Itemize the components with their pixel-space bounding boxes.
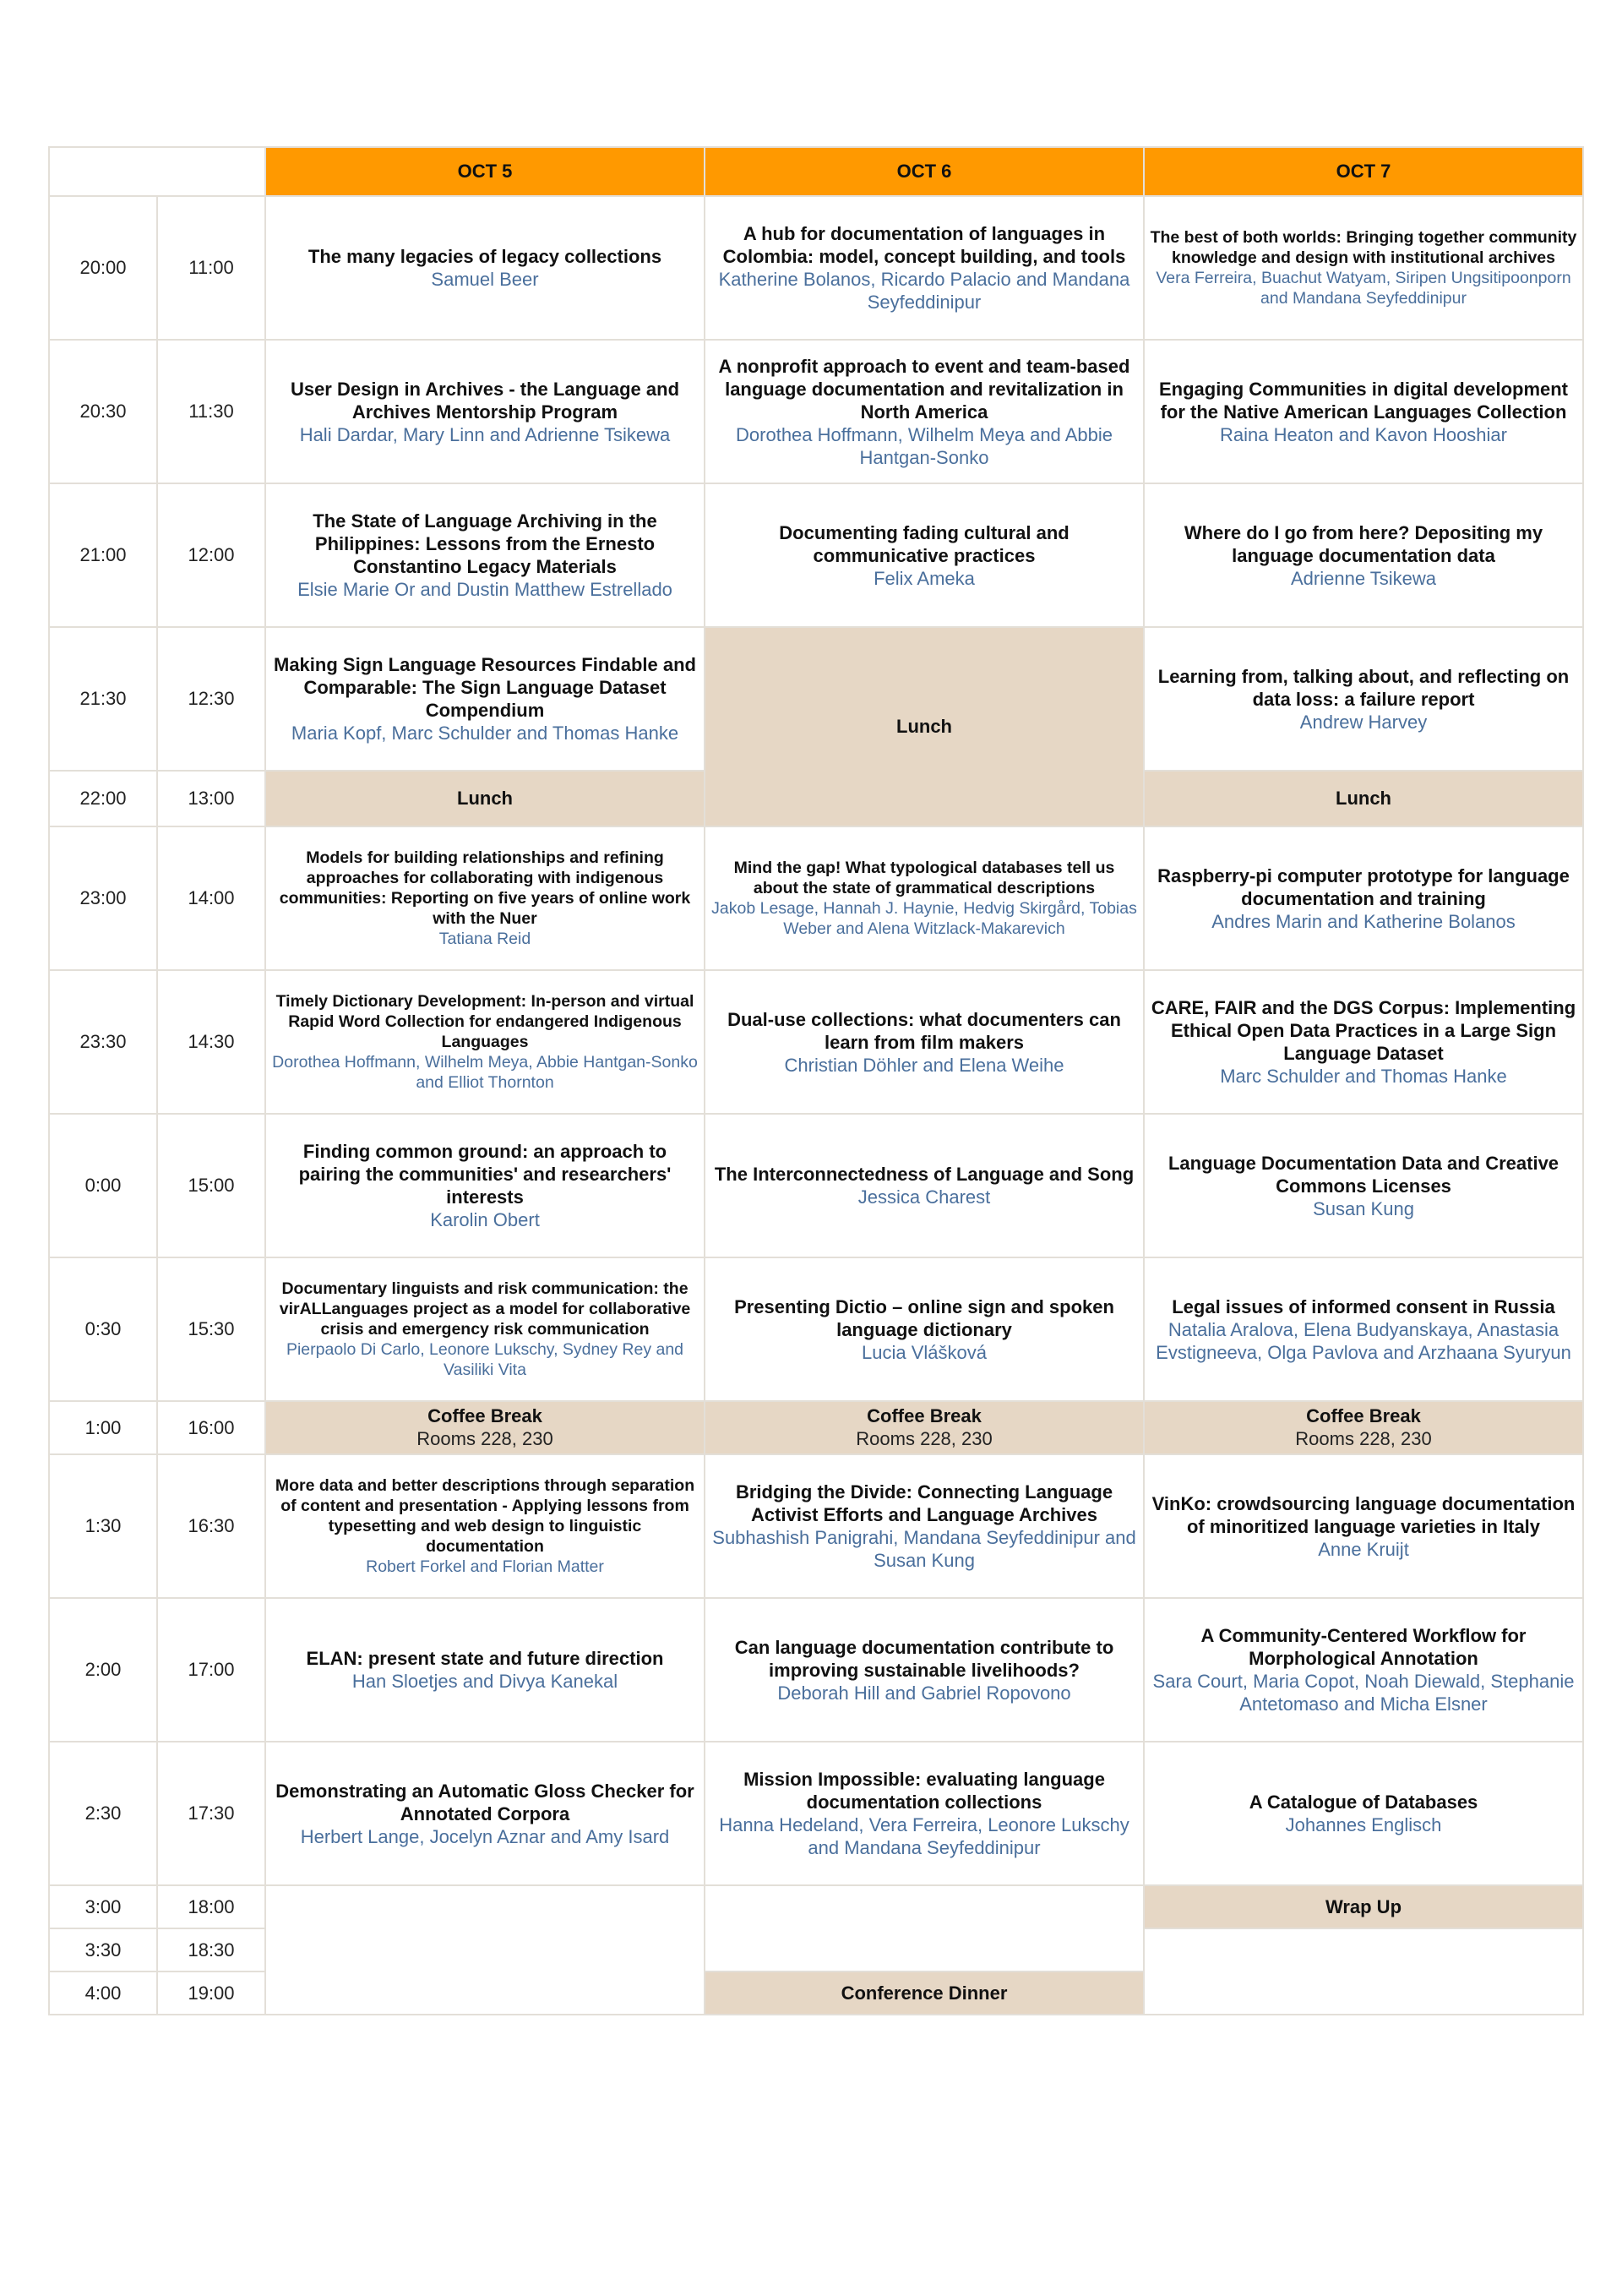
session-title: More data and better descriptions through separation of content and presentation - Applying lessons from typesetting and web design to linguistic documentation	[275, 1476, 695, 1556]
session-title: Documenting fading cultural and communicative practices	[779, 521, 1070, 566]
session-cell	[265, 196, 705, 340]
session-title: Engaging Communities in digital development for the Native American Languages Collection	[1158, 378, 1569, 423]
session-title: The State of Language Archiving in the Philippines: Lessons from the Ernesto Constantino Legacy Materials	[313, 510, 657, 577]
time-cell: 3:30	[49, 1928, 157, 1972]
coffee-break-label: Coffee Break	[867, 1405, 982, 1426]
session-authors: Hali Dardar, Mary Linn and Adrienne Tsikewa	[299, 423, 671, 445]
session-cell	[1144, 1742, 1583, 1885]
empty-cell	[705, 1885, 1144, 1972]
session-title: ELAN: present state and future direction	[306, 1648, 664, 1669]
time-cell: 0:00	[49, 1114, 157, 1257]
session-title: Dual-use collections: what documenters can learn from film makers	[727, 1008, 1121, 1053]
table-row	[49, 826, 1583, 970]
time-cell: 2:00	[49, 1598, 157, 1742]
coffee-break-label: Coffee Break	[1306, 1405, 1421, 1426]
session-title: Timely Dictionary Development: In-person and virtual Rapid Word Collection for endangered Indigenous Languages	[275, 992, 694, 1051]
session-cell	[265, 826, 705, 970]
coffee-break-label: Coffee Break	[427, 1405, 542, 1426]
table-row	[49, 1454, 1583, 1598]
schedule-table	[48, 146, 1584, 2015]
time-cell: 21:00	[49, 483, 157, 627]
session-title: Can language documentation contribute to improving sustainable livelihoods?	[734, 1636, 1114, 1681]
time-cell: 14:30	[157, 970, 265, 1114]
day-header: OCT 5	[265, 147, 705, 196]
empty-cell	[1144, 1928, 1583, 2015]
time-cell: 19:00	[157, 1972, 265, 2015]
session-cell	[1144, 1257, 1583, 1401]
session-cell	[1144, 340, 1583, 483]
session-cell	[1144, 970, 1583, 1114]
session-title: CARE, FAIR and the DGS Corpus: Implementing Ethical Open Data Practices in a Large Sign Language Dataset	[1151, 997, 1576, 1064]
session-authors: Vera Ferreira, Buachut Watyam, Siripen Ungsitipoonporn and Mandana Seyfeddinipur	[1156, 269, 1571, 308]
session-cell	[1144, 826, 1583, 970]
session-cell	[705, 340, 1144, 483]
session-authors: Anne Kruijt	[1318, 1538, 1409, 1560]
session-title: A hub for documentation of languages in Colombia: model, concept building, and tools	[722, 223, 1126, 267]
session-title: Making Sign Language Resources Findable and Comparable: The Sign Language Dataset Compendium	[274, 654, 696, 721]
session-authors: Pierpaolo Di Carlo, Leonore Lukschy, Sydney Rey and Vasiliki Vita	[286, 1340, 684, 1379]
session-authors: Sara Court, Maria Copot, Noah Diewald, Stephanie Antetomaso and Micha Elsner	[1152, 1671, 1575, 1715]
lunch-break-cell: Lunch	[705, 627, 1144, 826]
table-row	[49, 627, 1583, 771]
session-cell	[705, 483, 1144, 627]
session-title: A Community-Centered Workflow for Morphological Annotation	[1200, 1625, 1527, 1669]
session-title: Documentary linguists and risk communication: the virALLanguages project as a model for collaborative crisis and emergency risk communication	[279, 1279, 691, 1339]
session-authors: Elsie Marie Or and Dustin Matthew Estrellado	[297, 579, 672, 600]
session-title: Legal issues of informed consent in Russia	[1172, 1295, 1555, 1317]
session-cell	[705, 196, 1144, 340]
time-cell: 20:30	[49, 340, 157, 483]
table-row	[49, 483, 1583, 627]
table-row	[49, 1401, 1583, 1454]
session-cell	[705, 1598, 1144, 1742]
session-cell	[705, 970, 1144, 1114]
lunch-break-cell: Lunch	[1144, 771, 1583, 826]
day-header: OCT 7	[1144, 147, 1583, 196]
session-title: Learning from, talking about, and reflecting on data loss: a failure report	[1157, 665, 1570, 710]
session-authors: Subhashish Panigrahi, Mandana Seyfeddinipur and Susan Kung	[712, 1527, 1136, 1571]
session-title: User Design in Archives - the Language and Archives Mentorship Program	[290, 378, 680, 423]
table-row	[49, 1114, 1583, 1257]
session-title: The Interconnectedness of Language and Song	[714, 1164, 1135, 1185]
time-cell: 21:30	[49, 627, 157, 771]
table-row	[49, 1598, 1583, 1742]
session-cell	[705, 826, 1144, 970]
session-authors: Han Sloetjes and Divya Kanekal	[351, 1671, 618, 1692]
session-cell	[705, 1742, 1144, 1885]
table-row	[49, 1742, 1583, 1885]
session-cell	[705, 1114, 1144, 1257]
time-cell: 18:30	[157, 1928, 265, 1972]
session-cell	[1144, 1598, 1583, 1742]
conference-dinner-cell: Conference Dinner	[705, 1972, 1144, 2015]
corner-cell	[49, 147, 265, 196]
coffee-break-rooms: Rooms 228, 230	[856, 1428, 993, 1449]
time-cell: 22:00	[49, 771, 157, 826]
session-authors: Andres Marin and Katherine Bolanos	[1211, 910, 1516, 932]
time-cell: 2:30	[49, 1742, 157, 1885]
session-authors: Lucia Vlášková	[862, 1341, 987, 1363]
session-authors: Jessica Charest	[857, 1186, 991, 1208]
coffee-break-rooms: Rooms 228, 230	[416, 1428, 553, 1449]
session-cell	[705, 1454, 1144, 1598]
time-cell: 20:00	[49, 196, 157, 340]
session-authors: Robert Forkel and Florian Matter	[366, 1557, 604, 1576]
session-cell	[265, 340, 705, 483]
session-title: Presenting Dictio – online sign and spoken language dictionary	[734, 1295, 1114, 1340]
session-title: VinKo: crowdsourcing language documentation of minoritized language varieties in Italy	[1151, 1492, 1576, 1537]
time-cell: 4:00	[49, 1972, 157, 2015]
session-cell	[265, 1598, 705, 1742]
time-cell: 18:00	[157, 1885, 265, 1928]
session-authors: Marc Schulder and Thomas Hanke	[1220, 1066, 1507, 1087]
session-authors: Tatiana Reid	[438, 930, 531, 948]
coffee-break-cell	[1144, 1401, 1583, 1454]
session-cell	[1144, 1454, 1583, 1598]
header-row	[49, 147, 1583, 196]
session-title: Finding common ground: an approach to pairing the communities' and researchers' interests	[298, 1141, 672, 1208]
session-authors: Jakob Lesage, Hannah J. Haynie, Hedvig Skirgård, Tobias Weber and Alena Witzlack-Makarevich	[711, 899, 1137, 938]
table-row	[49, 970, 1583, 1114]
session-authors: Hanna Hedeland, Vera Ferreira, Leonore Lukschy and Mandana Seyfeddinipur	[719, 1814, 1129, 1858]
session-authors: Samuel Beer	[431, 269, 539, 290]
session-authors: Maria Kopf, Marc Schulder and Thomas Hanke	[291, 723, 679, 744]
time-cell: 16:00	[157, 1401, 265, 1454]
session-cell	[265, 970, 705, 1114]
session-title: A Catalogue of Databases	[1249, 1792, 1478, 1813]
session-authors: Christian Döhler and Elena Weihe	[784, 1054, 1064, 1076]
time-cell: 17:30	[157, 1742, 265, 1885]
coffee-break-rooms: Rooms 228, 230	[1295, 1428, 1432, 1449]
time-cell: 11:30	[157, 340, 265, 483]
session-title: Where do I go from here? Depositing my language documentation data	[1184, 521, 1543, 566]
time-cell: 3:00	[49, 1885, 157, 1928]
session-authors: Adrienne Tsikewa	[1290, 567, 1437, 589]
session-cell	[1144, 627, 1583, 771]
session-authors: Dorothea Hoffmann, Wilhelm Meya and Abbie Hantgan-Sonko	[736, 423, 1113, 468]
session-title: Bridging the Divide: Connecting Language Activist Efforts and Language Archives	[735, 1481, 1113, 1525]
session-cell	[265, 483, 705, 627]
time-cell: 13:00	[157, 771, 265, 826]
session-title: A nonprofit approach to event and team-based language documentation and revitalization in North America	[718, 355, 1130, 423]
time-cell: 12:00	[157, 483, 265, 627]
table-row	[49, 340, 1583, 483]
session-cell	[265, 1454, 705, 1598]
session-title: Mind the gap! What typological databases tell us about the state of grammatical descriptions	[733, 859, 1115, 897]
session-title: Models for building relationships and refining approaches for collaborating with indigenous communities: Reporting on five years of online work with the Nuer	[279, 848, 691, 928]
session-authors: Dorothea Hoffmann, Wilhelm Meya, Abbie Hantgan-Sonko and Elliot Thornton	[272, 1053, 698, 1092]
table-row	[49, 1885, 1583, 1928]
time-cell: 15:00	[157, 1114, 265, 1257]
session-cell	[265, 1742, 705, 1885]
session-authors: Susan Kung	[1313, 1197, 1414, 1219]
time-cell: 23:30	[49, 970, 157, 1114]
session-cell	[265, 1257, 705, 1401]
day-header: OCT 6	[705, 147, 1144, 196]
session-cell	[1144, 1114, 1583, 1257]
time-cell: 1:30	[49, 1454, 157, 1598]
session-title: The best of both worlds: Bringing together community knowledge and design with institutional archives	[1150, 228, 1577, 267]
session-authors: Andrew Harvey	[1299, 711, 1428, 733]
session-cell	[1144, 483, 1583, 627]
lunch-break-cell: Lunch	[265, 771, 705, 826]
session-cell	[265, 1114, 705, 1257]
time-cell: 15:30	[157, 1257, 265, 1401]
coffee-break-cell	[265, 1401, 705, 1454]
session-authors: Natalia Aralova, Elena Budyanskaya, Anastasia Evstigneeva, Olga Pavlova and Arzhaana Syuryun	[1156, 1318, 1571, 1363]
time-cell: 17:00	[157, 1598, 265, 1742]
time-cell: 16:30	[157, 1454, 265, 1598]
time-cell: 11:00	[157, 196, 265, 340]
coffee-break-cell	[705, 1401, 1144, 1454]
session-authors: Deborah Hill and Gabriel Ropovono	[777, 1682, 1071, 1704]
time-cell: 0:30	[49, 1257, 157, 1401]
table-row	[49, 196, 1583, 340]
session-cell	[265, 627, 705, 771]
session-title: Raspberry-pi computer prototype for language documentation and training	[1157, 864, 1570, 909]
empty-cell	[265, 1885, 705, 2015]
session-title: The many legacies of legacy collections	[308, 246, 662, 267]
session-cell	[1144, 196, 1583, 340]
session-authors: Felix Ameka	[874, 567, 975, 589]
session-authors: Raina Heaton and Kavon Hooshiar	[1219, 423, 1507, 445]
session-authors: Johannes Englisch	[1285, 1814, 1442, 1835]
time-cell: 14:00	[157, 826, 265, 970]
wrap-up-cell: Wrap Up	[1144, 1885, 1583, 1928]
session-title: Demonstrating an Automatic Gloss Checker for Annotated Corpora	[275, 1780, 694, 1824]
time-cell: 12:30	[157, 627, 265, 771]
session-cell	[705, 1257, 1144, 1401]
session-authors: Karolin Obert	[430, 1209, 540, 1230]
time-cell: 23:00	[49, 826, 157, 970]
table-row	[49, 1257, 1583, 1401]
time-cell: 1:00	[49, 1401, 157, 1454]
session-title: Language Documentation Data and Creative Commons Licenses	[1168, 1152, 1559, 1197]
session-authors: Herbert Lange, Jocelyn Aznar and Amy Isard	[300, 1825, 670, 1847]
session-title: Mission Impossible: evaluating language documentation collections	[743, 1769, 1105, 1813]
session-authors: Katherine Bolanos, Ricardo Palacio and Mandana Seyfeddinipur	[718, 269, 1130, 313]
